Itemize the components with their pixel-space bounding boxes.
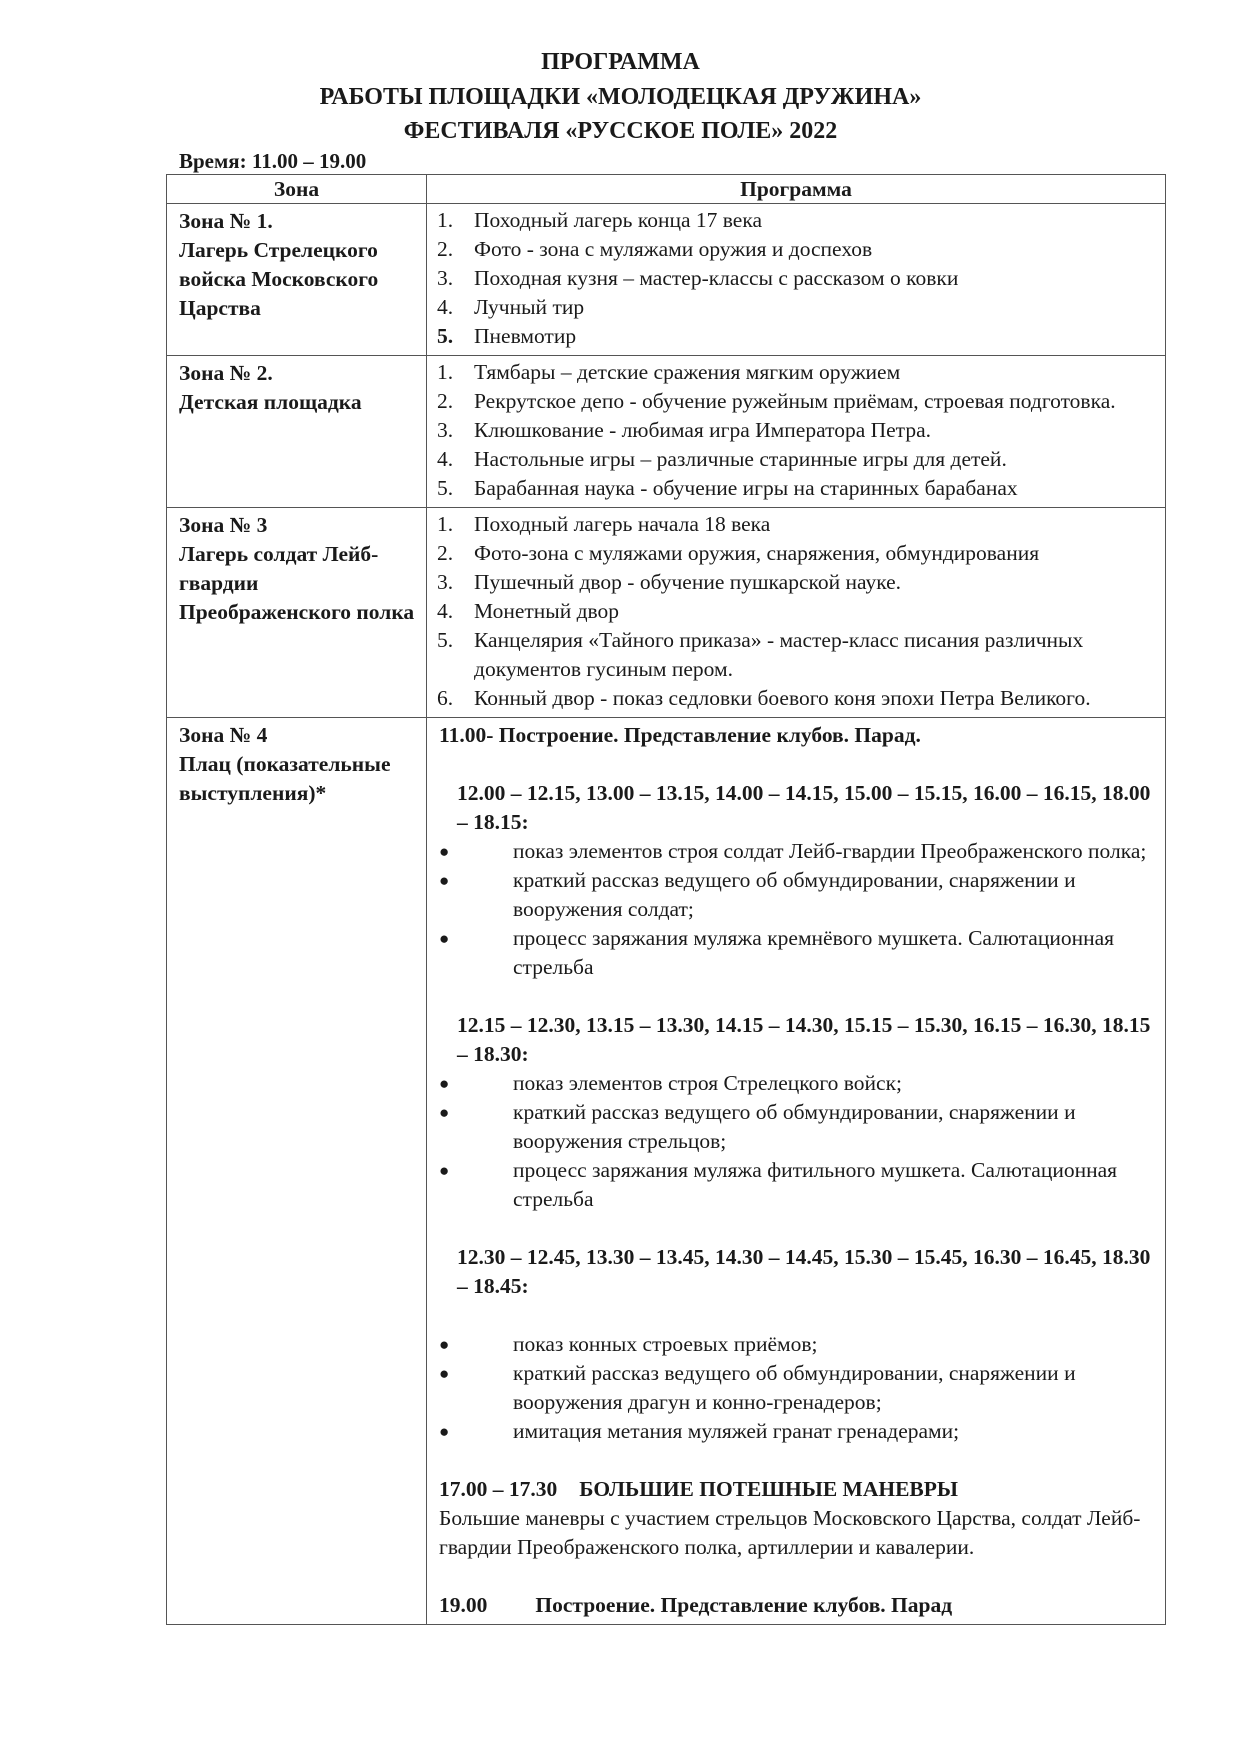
list-item: 1. Походный лагерь начала 18 века [437, 512, 771, 536]
list-item: 5. Канцелярия «Тайного приказа» - мастер-класс писания различных документов гусиным пером. [437, 628, 1084, 681]
timeslot-times: 12.30 – 12.45, 13.30 – 13.45, 14.30 – 14.45, 15.30 – 15.45, 16.30 – 16.45, 18.30 – 18.45: [457, 1245, 1151, 1298]
list-item: 1. Тямбары – детские сражения мягким оружием [437, 360, 901, 384]
zone-name: Зона № 4 [179, 723, 268, 747]
timeslot-times: 12.15 – 12.30, 13.15 – 13.30, 14.15 – 14.30, 15.15 – 15.30, 16.15 – 16.30, 18.15 – 18.30: [457, 1013, 1151, 1066]
list-item: 2. Фото - зона с муляжами оружия и доспехов [437, 237, 873, 261]
list-item: 4. Настольные игры – различные старинные игры для детей. [437, 447, 1007, 471]
maneuvers-heading [439, 1475, 1157, 1504]
doc-subtitle: РАБОТЫ ПЛОЩАДКИ «МОЛОДЕЦКАЯ ДРУЖИНА» [319, 84, 922, 110]
final-text: Построение. Представление клубов. Парад [535, 1593, 953, 1617]
zone-cell [167, 718, 427, 1625]
table-row [167, 508, 1166, 718]
zone-desc: Лагерь солдат Лейб-гвардии Преображенского полка [179, 542, 415, 624]
list-item: 3. Пушечный двор - обучение пушкарской науке. [437, 570, 902, 594]
header-program: Программа [427, 175, 1166, 204]
bullet-icon: ● [439, 1364, 450, 1383]
zone-cell [167, 204, 427, 356]
bullet-icon: ● [439, 842, 450, 861]
bullet-icon: ● [439, 1335, 450, 1354]
bullet-icon: ● [439, 1103, 450, 1122]
opening-line: 11.00- Построение. Представление клубов. Парад. [439, 723, 921, 747]
program-cell [427, 204, 1166, 356]
list-item: 6. Конный двор - показ седловки боевого коня эпохи Петра Великого. [437, 686, 1091, 710]
maneuvers-title: БОЛЬШИЕ ПОТЕШНЫЕ МАНЕВРЫ [579, 1477, 959, 1501]
list-item: ● показ элементов строя солдат Лейб-гвардии Преображенского полка; [439, 837, 1157, 866]
final-time: 19.00 [439, 1593, 488, 1617]
zone-cell [167, 356, 427, 508]
bullet-icon: ● [439, 1074, 450, 1093]
zone-name: Зона № 2. [179, 361, 273, 385]
program-cell [427, 508, 1166, 718]
table-row [167, 204, 1166, 356]
bullet-icon: ● [439, 871, 450, 890]
list-item: ● процесс заряжания муляжа кремнёвого мушкета. Салютационная стрельба [439, 924, 1157, 982]
list-item: ● показ элементов строя Стрелецкого войск; [439, 1069, 1157, 1098]
program-cell [427, 718, 1166, 1625]
header-zone: Зона [167, 175, 427, 204]
maneuvers-text: Большие маневры с участием стрельцов Московского Царства, солдат Лейб-гвардии Преображенского полка, артиллерии и кавалерии. [439, 1506, 1141, 1559]
list-item: ● краткий рассказ ведущего об обмундировании, снаряжении и вооружения солдат; [439, 866, 1157, 924]
list-item: 5. Пневмотир [437, 324, 577, 348]
list-item: 4. Монетный двор [437, 599, 620, 623]
doc-subtitle-festival: ФЕСТИВАЛЯ «РУССКОЕ ПОЛЕ» 2022 [403, 118, 838, 144]
list-item: 3. Клюшкование - любимая игра Императора Петра. [437, 418, 932, 442]
bullet-icon: ● [439, 1422, 450, 1441]
time-range: Время: 11.00 – 19.00 [179, 149, 367, 173]
program-table [166, 174, 1166, 1625]
list-item: 4. Лучный тир [437, 295, 585, 319]
list-item: ● краткий рассказ ведущего об обмундировании, снаряжении и вооружения драгун и конно-гренадеров; [439, 1359, 1157, 1417]
list-item: ● краткий рассказ ведущего об обмундировании, снаряжении и вооружения стрельцов; [439, 1098, 1157, 1156]
zone-cell [167, 508, 427, 718]
zone-desc: Детская площадка [179, 390, 362, 414]
list-item: 5. Барабанная наука - обучение игры на старинных барабанах [437, 476, 1018, 500]
maneuvers-time: 17.00 – 17.30 [439, 1477, 558, 1501]
bullet-icon: ● [439, 1161, 450, 1180]
zone-name: Зона № 1. [179, 209, 273, 233]
table-row [167, 718, 1166, 1625]
list-item: 1. Походный лагерь конца 17 века [437, 208, 762, 232]
zone-name: Зона № 3 [179, 513, 268, 537]
list-item: 2. Рекрутское депо - обучение ружейным приёмам, строевая подготовка. [437, 389, 1116, 413]
list-item: ● процесс заряжания муляжа фитильного мушкета. Салютационная стрельба [439, 1156, 1157, 1214]
table-row [167, 356, 1166, 508]
bullet-icon: ● [439, 929, 450, 948]
zone-desc: Лагерь Стрелецкого войска Московского Царства [179, 238, 379, 320]
timeslot-times: 12.00 – 12.15, 13.00 – 13.15, 14.00 – 14.15, 15.00 – 15.15, 16.00 – 16.15, 18.00 – 18.15: [457, 781, 1151, 834]
final-line [439, 1591, 1157, 1620]
program-cell [427, 356, 1166, 508]
list-item: 2. Фото-зона с муляжами оружия, снаряжения, обмундирования [437, 541, 1040, 565]
table-header-row [167, 175, 1166, 204]
doc-title: ПРОГРАММА [541, 49, 700, 75]
zone-desc: Плац (показательные выступления)* [179, 752, 391, 805]
list-item: 3. Походная кузня – мастер-классы с рассказом о ковки [437, 266, 959, 290]
list-item: ● показ конных строевых приёмов; [439, 1330, 1157, 1359]
list-item: ● имитация метания муляжей гранат гренадерами; [439, 1417, 1157, 1446]
